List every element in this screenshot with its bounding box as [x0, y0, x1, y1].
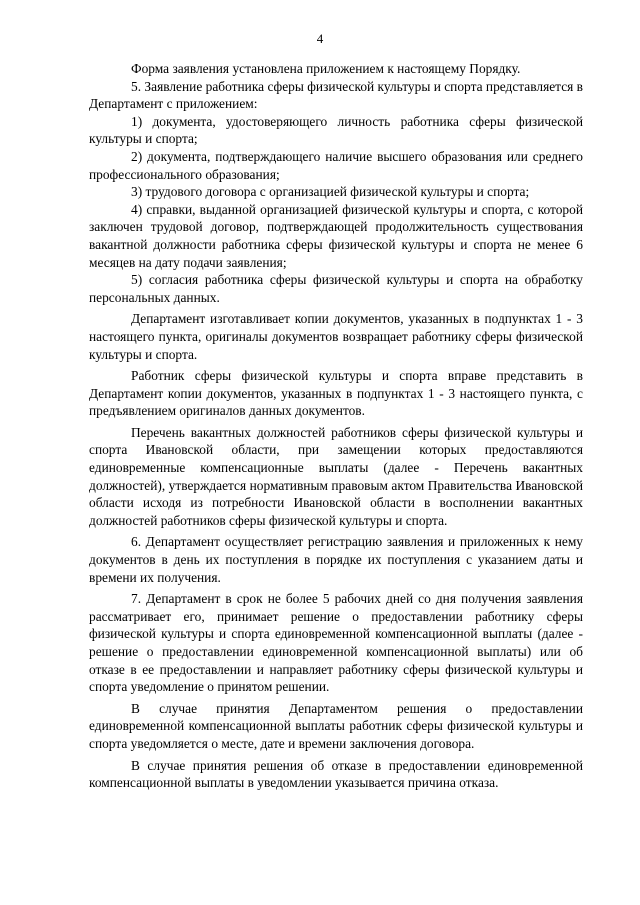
paragraph-item-5: 5. Заявление работника сферы физической культуры и спорта представляется в Департамент с приложением:: [89, 78, 583, 112]
paragraph-item-5-4: 4) справки, выданной организацией физической культуры и спорта, с которой заключен трудовой договор, подтверждающей продолжительность существования вакантной должности работника сферы физической культуры и спорта не менее 6 месяцев на дату подачи заявления;: [89, 201, 583, 270]
paragraph-item-7: 7. Департамент в срок не более 5 рабочих дней со дня получения заявления рассматривает его, принимает решение о предоставлении работнику сферы физической культуры и спорта единовременной компенсационной выплаты (далее - решение о предоставлении единовременной компенсационной выплаты) или об отказе в ее предоставлении и направляет работнику сферы физической культуры и спорта уведомление о принятом решении.: [89, 591, 583, 695]
document-body: [89, 60, 583, 792]
paragraph-right-to-submit: Работник сферы физической культуры и спорта вправе представить в Департамент копии документов, указанных в подпунктах 1 - 3 настоящего пункта, с предъявлением оригиналов данных документов.: [89, 368, 583, 419]
paragraph-form-note: Форма заявления установлена приложением к настоящему Порядку.: [131, 61, 521, 76]
paragraph-refusal-case: В случае принятия решения об отказе в предоставлении единовременной компенсационной выплаты в уведомлении указывается причина отказа.: [89, 757, 583, 791]
page-number: 4: [316, 31, 324, 46]
paragraph-copies: Департамент изготавливает копии документов, указанных в подпунктах 1 - 3 настоящего пункта, оригиналы документов возвращает работнику сферы физической культуры и спорта.: [89, 311, 583, 362]
paragraph-item-5-3: 3) трудового договора с организацией физической культуры и спорта;: [131, 184, 530, 200]
paragraph-item-6: 6. Департамент осуществляет регистрацию заявления и приложенных к нему документов в день их поступления в порядке их поступления с указанием даты и времени их получения.: [89, 534, 583, 585]
paragraph-item-5-2: 2) документа, подтверждающего наличие высшего образования или среднего профессионального образования;: [89, 148, 583, 182]
paragraph-approval-case: В случае принятия Департаментом решения о предоставлении единовременной компенсационной выплаты работник сферы физической культуры и спорта уведомляется о месте, дате и времени заключения договора.: [89, 700, 583, 751]
paragraph-vacancy-list: Перечень вакантных должностей работников сферы физической культуры и спорта Ивановской области, при замещении которых предоставляются единовременные компенсационные выплаты (далее - Перечень вакантных должностей), утверждается нормативным правовым актом Правительства Ивановской области исходя из потребности Ивановской области в восполнении вакантных должностей работников сферы физической культуры и спорта.: [89, 424, 583, 528]
paragraph-item-5-5: 5) согласия работника сферы физической культуры и спорта на обработку персональных данных.: [89, 272, 583, 305]
paragraph-item-5-1: 1) документа, удостоверяющего личность работника сферы физической культуры и спорта;: [89, 113, 583, 147]
